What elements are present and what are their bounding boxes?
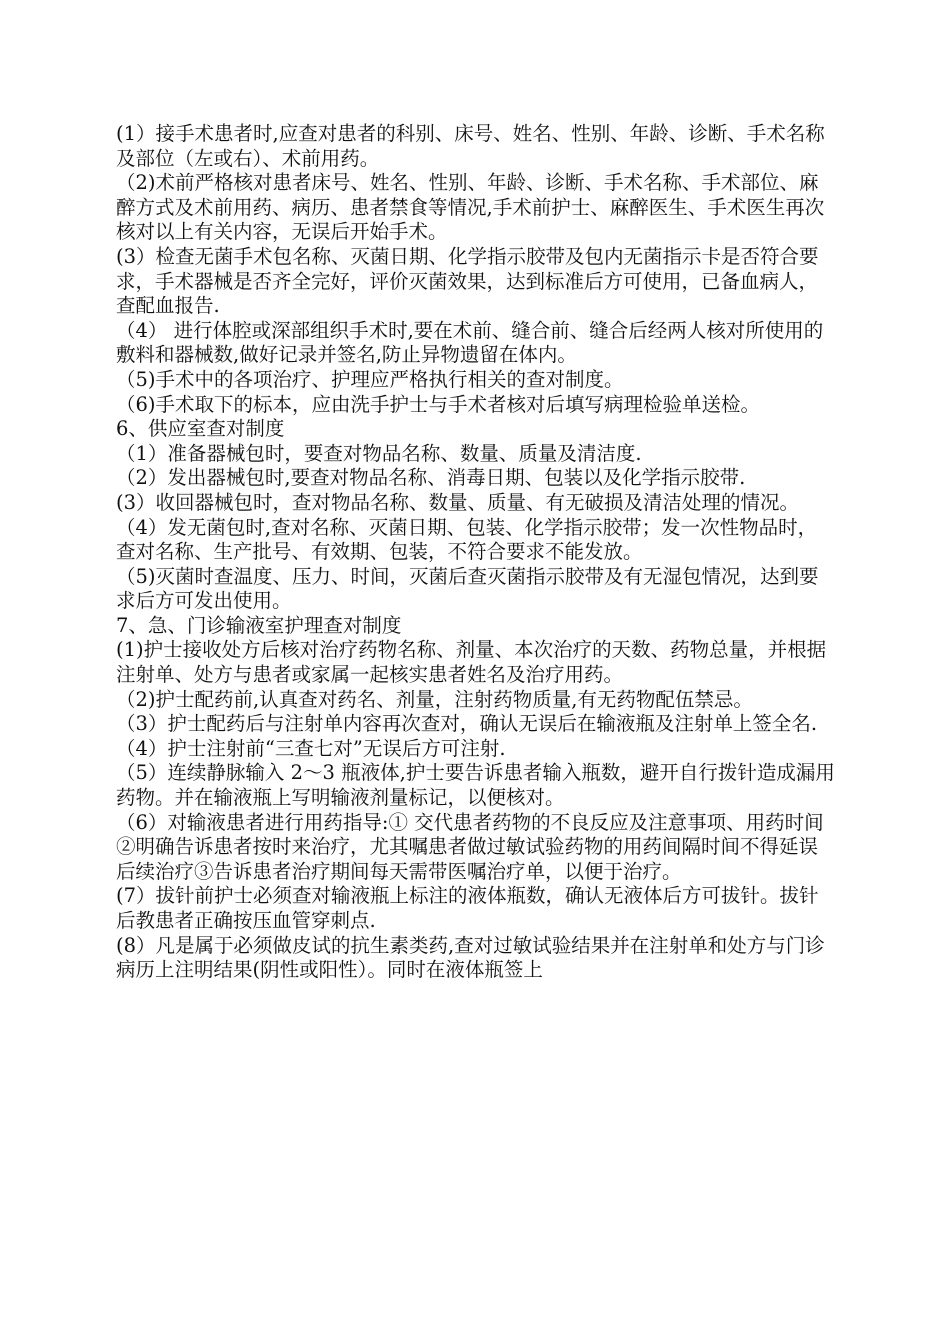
document-body: [116, 122, 836, 983]
paragraph-infusion-4: （4）护士注射前“三查七对”无误后方可注射.: [116, 736, 506, 760]
paragraph-supply-1: （1）准备器械包时，要查对物品名称、数量、质量及清洁度.: [116, 441, 642, 465]
paragraph-supply-5: （5)灭菌时查温度、压力、时间，灭菌后查灭菌指示胶带及有无湿包情况，达到要求后方可发出使用。: [116, 564, 819, 613]
paragraph-supply-2: （2）发出器械包时,要查对物品名称、消毒日期、包装以及化学指示胶带.: [116, 466, 746, 490]
paragraph-supply-4: （4）发无菌包时,查对名称、灭菌日期、包装、化学指示胶带；发一次性物品时，查对名称、生产批号、有效期、包装，不符合要求不能发放。: [116, 515, 818, 564]
paragraph-surgery-2: （2)术前严格核对患者床号、姓名、性别、年龄、诊断、手术名称、手术部位、麻醉方式及术前用药、病历、患者禁食等情况,手术前护士、麻醉医生、手术医生再次核对以上有关内容，无误后开始手术。: [116, 171, 825, 244]
section-heading-supply-room: 6、供应室查对制度: [116, 417, 285, 441]
paragraph-infusion-3: （3）护士配药后与注射单内容再次查对，确认无误后在输液瓶及注射单上签全名.: [116, 712, 818, 736]
paragraph-infusion-2: （2)护士配药前,认真查对药名、剂量，注射药物质量,有无药物配伍禁忌。: [116, 687, 753, 711]
paragraph-surgery-4: （4） 进行体腔或深部组织手术时,要在术前、缝合前、缝合后经两人核对所使用的敷料和器械数,做好记录并签名,防止异物遗留在体内。: [116, 318, 824, 367]
paragraph-infusion-1: (1)护士接收处方后核对治疗药物名称、剂量、本次治疗的天数、药物总量，并根据注射单、处方与患者或家属一起核实患者姓名及治疗用药。: [116, 638, 827, 687]
paragraph-supply-3: (3）收回器械包时，查对物品名称、数量、质量、有无破损及清洁处理的情况。: [116, 490, 800, 514]
paragraph-surgery-3: (3）检查无菌手术包名称、灭菌日期、化学指示胶带及包内无菌指示卡是否符合要求，手术器械是否齐全完好，评价灭菌效果，达到标准后方可使用，已备血病人，查配血报告.: [116, 244, 819, 318]
section-heading-infusion-room: 7、急、门诊输液室护理查对制度: [116, 613, 402, 637]
paragraph-infusion-7: (7）拔针前护士必须查对输液瓶上标注的液体瓶数，确认无液体后方可拔针。拔针后教患者正确按压血管穿刺点.: [116, 884, 819, 932]
paragraph-infusion-8: (8）凡是属于必须做皮试的抗生素类药,查对过敏试验结果并在注射单和处方与门诊病历上注明结果(阴性或阳性）。同时在液体瓶签上: [116, 933, 825, 982]
paragraph-surgery-5: （5)手术中的各项治疗、护理应严格执行相关的查对制度。: [116, 367, 624, 391]
paragraph-infusion-6: （6）对输液患者进行用药指导:① 交代患者药物的不良反应及注意事项、用药时间②明确告诉患者按时来治疗，尤其嘱患者做过敏试验药物的用药间隔时间不得延误后续治疗③告诉患者治疗期间每天需带医嘱治疗单，以便于治疗。: [116, 810, 824, 883]
paragraph-surgery-6: （6)手术取下的标本，应由洗手护士与手术者核对后填写病理检验单送检。: [116, 392, 761, 416]
paragraph-surgery-1: (1）接手术患者时,应查对患者的科别、床号、姓名、性别、年龄、诊断、手术名称及部位（左或右）、术前用药。: [116, 122, 825, 170]
paragraph-infusion-5: （5）连续静脉输入 2～3 瓶液体,护士要告诉患者输入瓶数，避开自行拨针造成漏用药物。并在输液瓶上写明输液剂量标记，以便核对。: [116, 761, 835, 810]
